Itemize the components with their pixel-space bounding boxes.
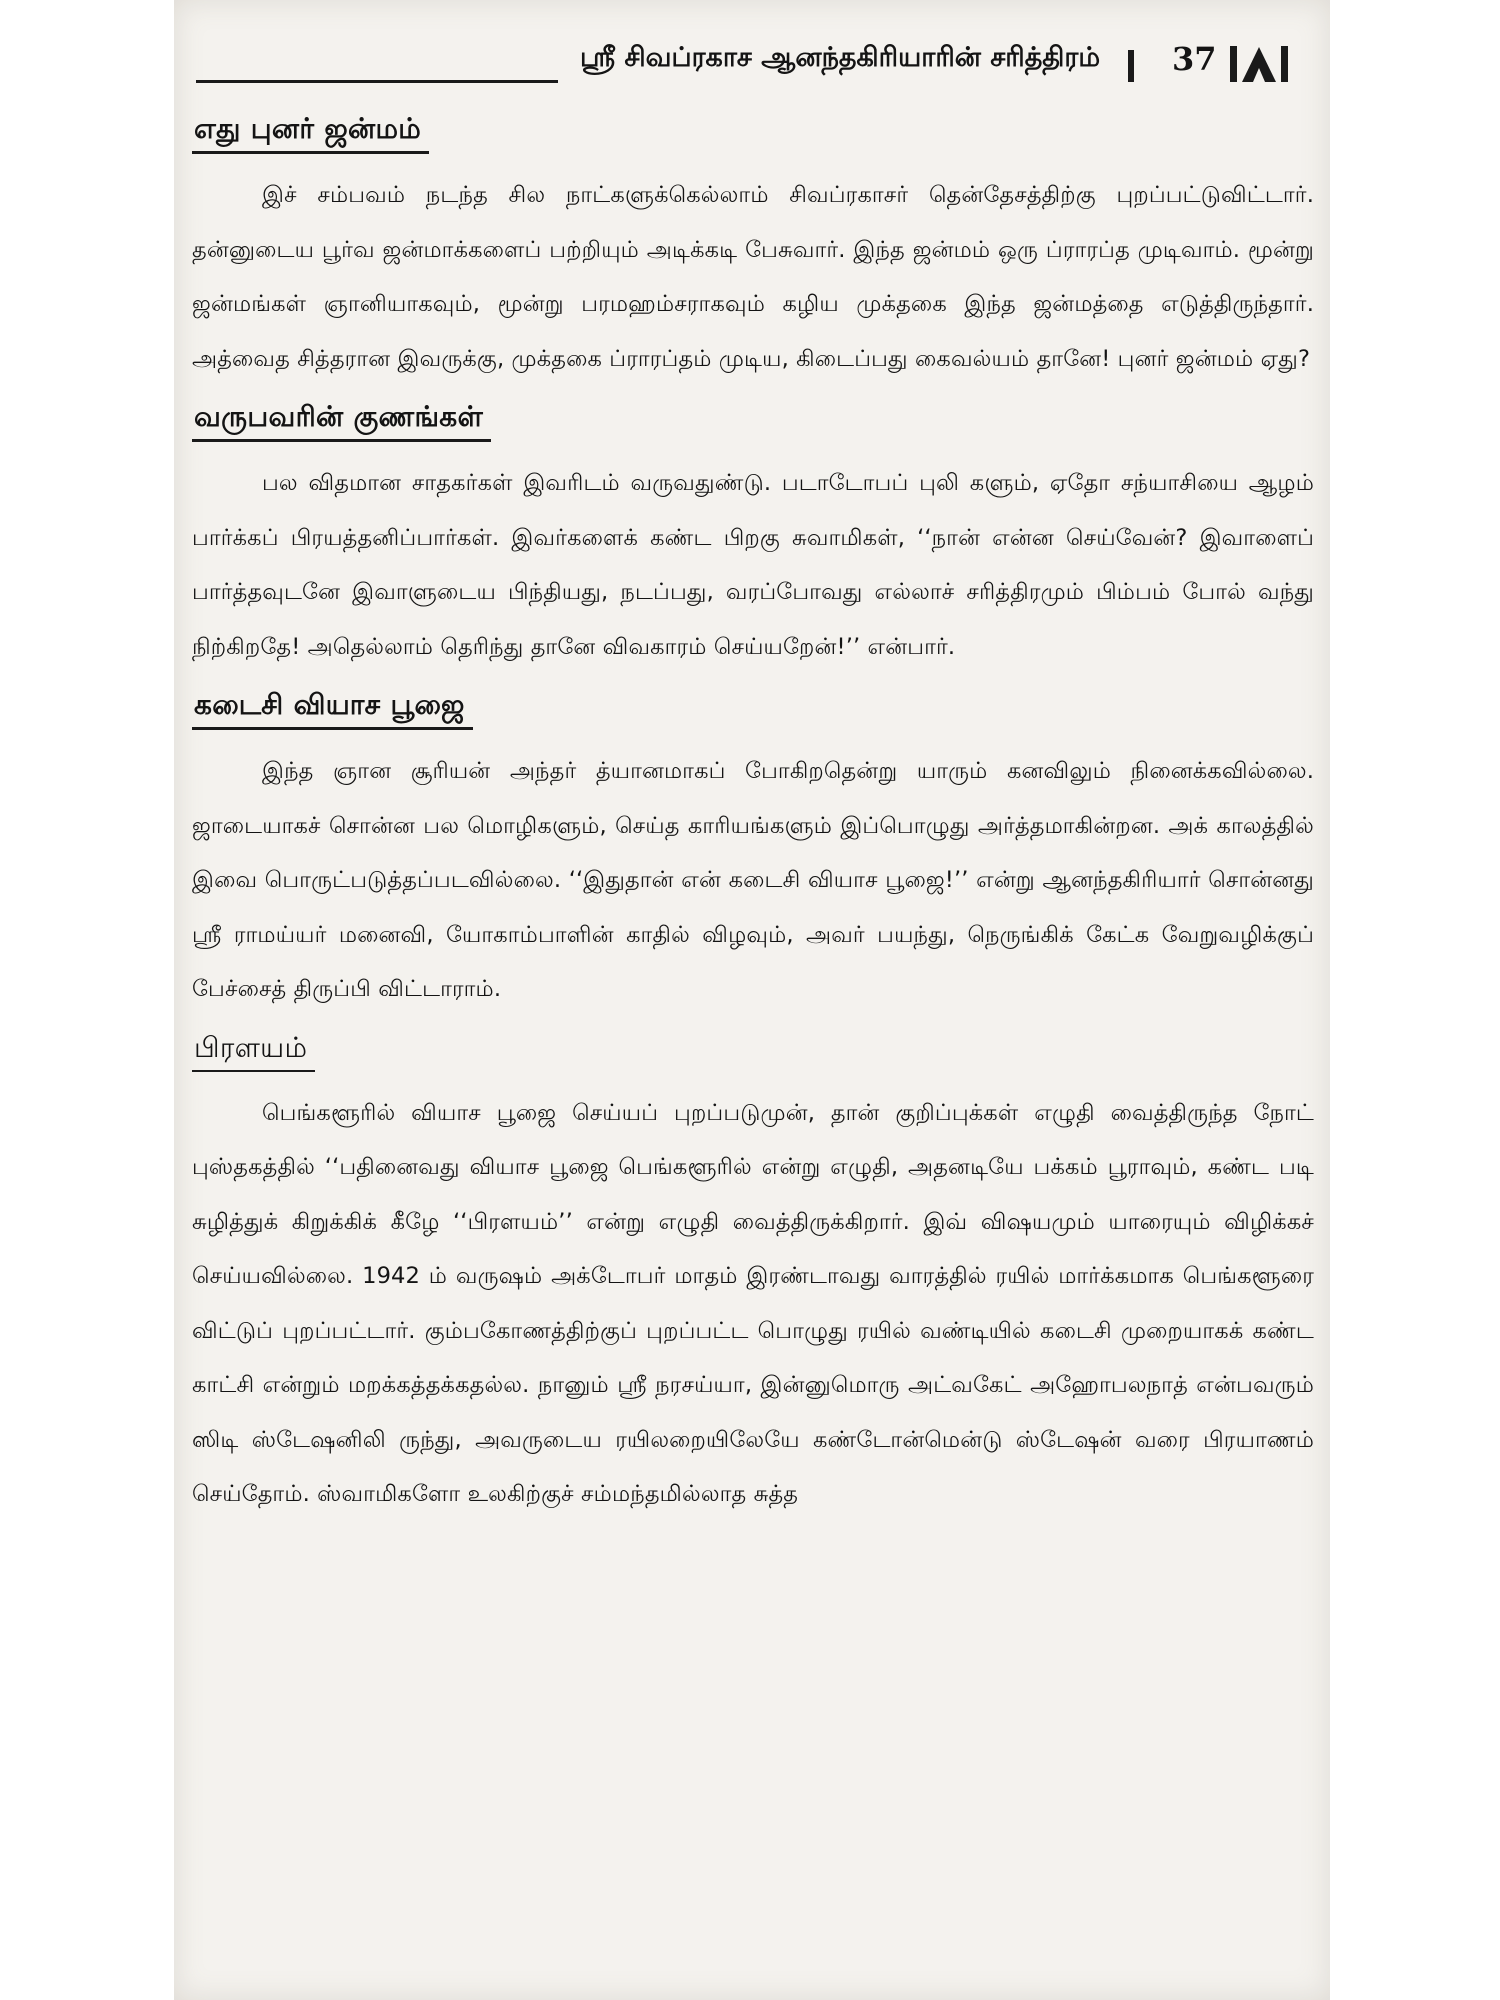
section-paragraph: பல விதமான சாதகர்கள் இவரிடம் வருவதுண்டு. படாடோபப் புலி களும், ஏதோ சந்யாசியை ஆழம் பார்க்கப் பிரயத்தனிப்பார்கள். இவர்களைக் கண்ட பிறகு சுவாமிகள், ‘‘நான் என்ன செய்வேன்? இவாளைப் பார்த்தவுடனே இவாளுடைய பிந்தியது, நடப்பது, வரப்போவது எல்லாச் சரித்திரமும் பிம்பம் போல் வந்து நிற்கிறதே! அதெல்லாம் தெரிந்து தானே விவகாரம் செய்யறேன்!’’ என்பார்.	[192, 470, 1314, 660]
page-number: 37	[1172, 40, 1217, 78]
running-header	[188, 30, 1318, 94]
book-page	[174, 0, 1330, 2000]
section-3	[188, 674, 1318, 1017]
header-rule	[196, 80, 558, 83]
section-heading: பிரளயம்	[192, 1031, 315, 1072]
section-paragraph: இச் சம்பவம் நடந்த சில நாட்களுக்கெல்லாம் சிவப்ரகாசர் தென்தேசத்திற்கு புறப்பட்டுவிட்டார். தன்னுடைய பூர்வ ஜன்மாக்களைப் பற்றியும் அடிக்கடி பேசுவார். இந்த ஜன்மம் ஒரு ப்ராரப்த முடிவாம். மூன்று ஜன்மங்கள் ஞானியாகவும், மூன்று பரமஹம்சராகவும் கழிய முக்தகை இந்த ஜன்மத்தை எடுத்திருந்தார். அத்வைத சித்தரான இவருக்கு, முக்தகை ப்ராரப்தம் முடிய, கிடைப்பது கைவல்யம் தானே! புனர் ஜன்மம் ஏது?	[192, 182, 1314, 372]
page-content	[188, 30, 1318, 1522]
section-heading: வருபவரின் குணங்கள்	[192, 400, 491, 442]
running-title: ஸ்ரீ சிவப்ரகாச ஆனந்தகிரியாரின் சரித்திரம்	[580, 42, 1101, 73]
header-separator-bar	[1128, 50, 1134, 82]
section-4	[188, 1017, 1318, 1522]
section-paragraph: பெங்களூரில் வியாச பூஜை செய்யப் புறப்படுமுன், தான் குறிப்புக்கள் எழுதி வைத்திருந்த நோட் புஸ்தகத்தில் ‘‘பதினைவது வியாச பூஜை பெங்களூரில் என்று எழுதி, அதனடியே பக்கம் பூராவும், கண்ட படி சுழித்துக் கிறுக்கிக் கீழே ‘‘பிரளயம்’’ என்று எழுதி வைத்திருக்கிறார். இவ் விஷயமும் யாரையும் விழிக்கச் செய்யவில்லை. 1942 ம் வருஷம் அக்டோபர் மாதம் இரண்டாவது வாரத்தில் ரயில் மார்க்கமாக பெங்களூரை விட்டுப் புறப்பட்டார். கும்பகோணத்திற்குப் புறப்பட்ட பொழுது ரயில் வண்டியில் கடைசி முறையாகக் கண்ட காட்சி என்றும் மறக்கத்தக்கதல்ல. நானும் ஸ்ரீ நரசய்யா, இன்னுமொரு அட்வகேட் அஹோபலநாத் என்பவரும் ஸிடி ஸ்டேஷனிலி ருந்து, அவருடைய ரயிலறையிலேயே கண்டோன்மென்டு ஸ்டேஷன் வரை பிரயாணம் செய்தோம். ஸ்வாமிகளோ உலகிற்குச் சம்மந்தமில்லாத சுத்த	[192, 1099, 1314, 1507]
section-heading: எது புனர் ஜன்மம்	[192, 112, 429, 154]
section-1	[188, 94, 1318, 386]
publisher-logo-icon	[1228, 44, 1290, 84]
section-2	[188, 386, 1318, 674]
section-heading: கடைசி வியாச பூஜை	[192, 688, 473, 730]
section-paragraph: இந்த ஞான சூரியன் அந்தர் த்யானமாகப் போகிறதென்று யாரும் கனவிலும் நினைக்கவில்லை. ஜாடையாகச் சொன்ன பல மொழிகளும், செய்த காரியங்களும் இப்பொழுது அர்த்தமாகின்றன. அக் காலத்தில் இவை பொருட்படுத்தப்படவில்லை. ‘‘இதுதான் என் கடைசி வியாச பூஜை!’’ என்று ஆனந்தகிரியார் சொன்னது ஸ்ரீ ராமய்யர் மனைவி, யோகாம்பாளின் காதில் விழவும், அவர் பயந்து, நெருங்கிக் கேட்க வேறுவழிக்குப் பேச்சைத் திருப்பி விட்டாராம்.	[192, 758, 1314, 1002]
